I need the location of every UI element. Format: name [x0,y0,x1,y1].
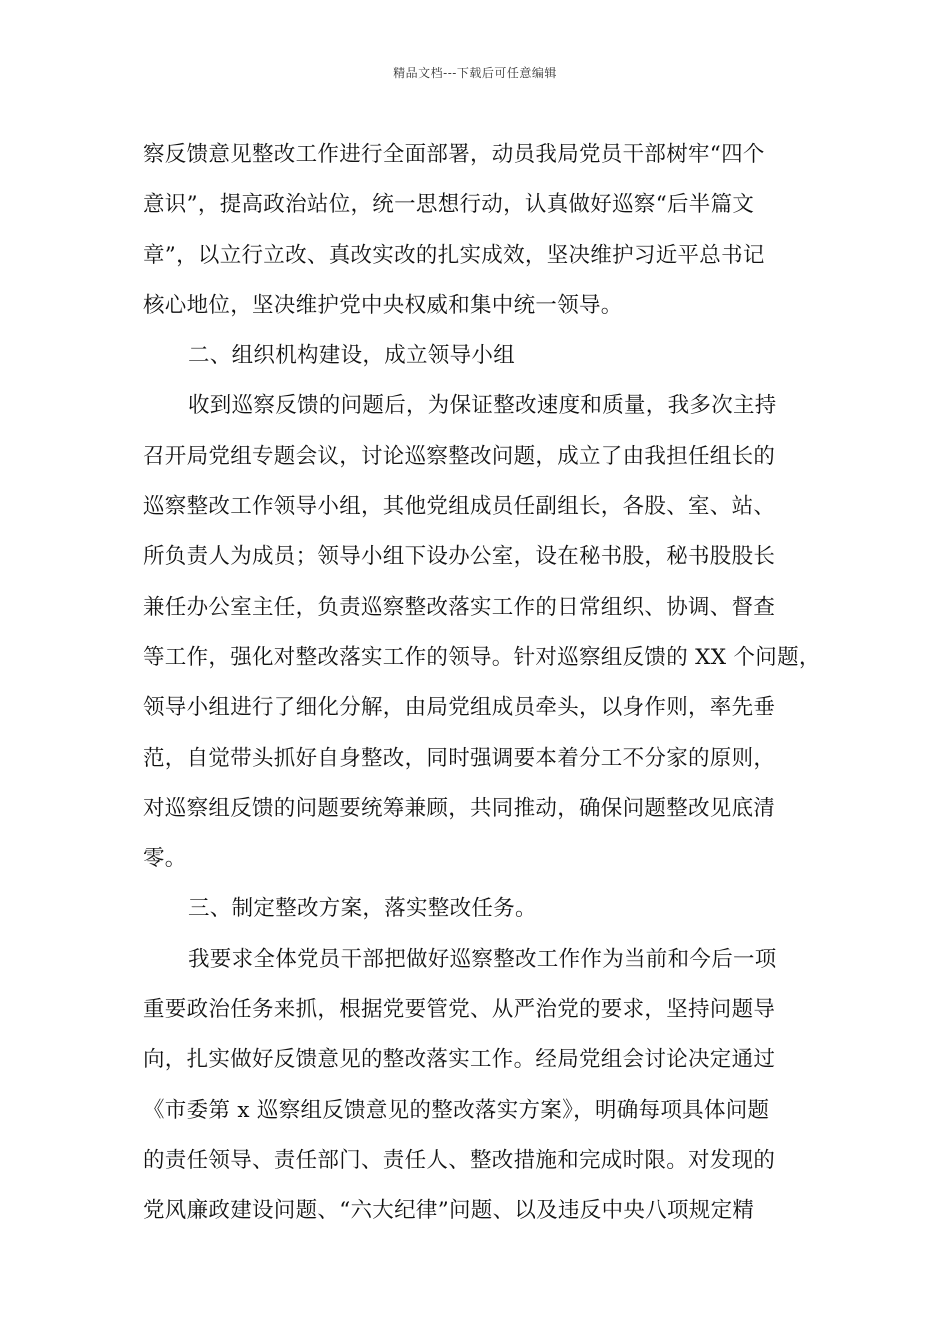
text-line: 兼任办公室主任，负责巡察整改落实工作的日常组织、协调、督查 [143,594,776,620]
text-line: 向，扎实做好反馈意见的整改落实工作。经局党组会讨论决定通过 [143,1047,776,1073]
document-body [143,130,823,1237]
text-line: 意识”，提高政治站位，统一思想行动，认真做好巡察“后半篇文 [143,192,755,218]
text-line: 察反馈意见整改工作进行全面部署，动员我局党员干部树牢“四个 [143,142,765,167]
text-line: 章”，以立行立改、真改实改的扎实成效，坚决维护习近平总书记 [143,242,765,268]
text-line: 领导小组进行了细化分解，由局党组成员牵头，以身作则，率先垂 [143,695,776,721]
section-heading: 三、制定整改方案，落实整改任务。 [188,896,537,922]
text-line: 重要政治任务来抓，根据党要管党、从严治党的要求，坚持问题导 [143,997,776,1023]
text-line: 零。 [143,846,187,872]
text-line: 等工作，强化对整改落实工作的领导。针对巡察组反馈的 XX 个问题， [143,644,821,670]
text-line: 召开局党组专题会议，讨论巡察整改问题，成立了由我担任组长的 [143,443,776,469]
text-line: 《市委第 x 巡察组反馈意见的整改落实方案》，明确每项具体问题 [143,1097,770,1123]
text-line: 范，自觉带头抓好自身整改，同时强调要本着分工不分家的原则， [143,745,776,771]
text-line: 巡察整改工作领导小组，其他党组成员任副组长，各股、室、站、 [143,494,776,520]
text-line: 收到巡察反馈的问题后，为保证整改速度和质量，我多次主持 [188,393,777,419]
text-line: 所负责人为成员；领导小组下设办公室，设在秘书股，秘书股股长 [143,544,776,570]
text-line: 核心地位，坚决维护党中央权威和集中统一领导。 [143,292,623,318]
section-heading: 二、组织机构建设，成立领导小组 [188,343,516,369]
text-line: 我要求全体党员干部把做好巡察整改工作作为当前和今后一项 [188,946,777,972]
text-line: 党风廉政建设问题、“六大纪律”问题、以及违反中央八项规定精 [143,1198,755,1224]
text-line: 的责任领导、责任部门、责任人、整改措施和完成时限。对发现的 [143,1147,776,1173]
text-line: 对巡察组反馈的问题要统筹兼顾，共同推动，确保问题整改见底清 [143,795,776,821]
page-header: 精品文档---下载后可任意编辑 [393,66,557,80]
